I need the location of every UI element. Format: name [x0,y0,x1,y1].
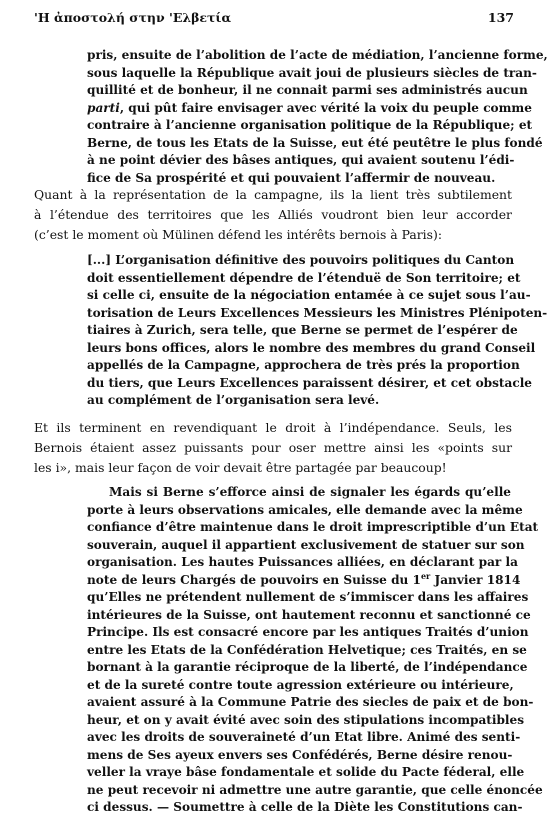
block-quote-3 [87,484,543,817]
quote-line: ci dessus. — Soumettre à celle de la Diète les Constitutions can- [87,800,523,814]
body-line: à l’étendue des territoires que les Alliés voudront bien leur accorder [34,207,512,222]
quote-line: [...] L’organisation définitive des pouvoirs politiques du Canton [87,253,515,267]
body-paragraph-2 [34,418,512,478]
quote-line: appellés de la Campagne, approchera de très prés la proportion [87,358,520,372]
body-paragraph-1 [34,185,512,245]
quote-line: du tiers, que Leurs Excellences paraissent désirer, et cet obstacle [87,375,532,390]
quote-line: fice de Sa prospérité et qui pouvaient l’affermir de nouveau. [87,170,496,185]
quote-line: sous laquelle la République avait joui de plusieurs siècles de tran- [87,65,537,80]
quote-line: leurs bons offices, alors le nombre des membres du grand Conseil [87,340,536,355]
body-line: Et ils terminent en revendiquant le droit à l’indépendance. Seuls, les [34,420,512,435]
quote-line: bornant à la garantie réciproque de la liberté, de l’indépendance [87,660,528,674]
quote-line: qu’Elles ne prétendent nullement de s’immiscer dans les affaires [87,590,529,604]
quote-line-date-text: note de leurs Chargés de pouvoirs en Suisse du 1 [87,572,421,587]
quote-line: contraire à l’ancienne organisation politique de la République; et [87,118,533,132]
quote-line: doit essentiellement dépendre de l’étenduë de Son territoire; et [87,270,521,285]
quote-line: souverain, auquel il appartient exclusivement de statuer sur son [87,537,525,552]
quote-line: pris, ensuite de l’abolition de l’acte de médiation, l’ancienne forme, [87,48,548,62]
quote-line: Berne, de tous les Etats de la Suisse, eut été peutêtre le plus fondé [87,135,543,150]
quote-line: avec les droits de souveraineté d’un Etat libre. Animé des senti- [87,730,521,744]
quote-line: torisation de Leurs Excellences Messieurs les Ministres Plénipoten- [87,305,548,320]
quote-line: avaient assuré à la Commune Patrie des siecles de paix et de bon- [87,695,534,709]
quote-line: tiaires à Zurich, sera telle, que Berne se permet de l’espérer de [87,323,518,337]
quote-line: si celle ci, ensuite de la négociation entamée à ce sujet sous l’au- [87,288,531,302]
emphasis-word: parti [87,100,120,115]
body-line: Quant à la représentation de la campagne, ils la lient très subtilement [34,187,512,202]
quote-line-date [87,570,521,590]
quote-line: au complément de l’organisation sera levé. [87,393,380,407]
block-quote-1 [87,47,548,187]
block-quote-2 [87,252,548,410]
quote-line: à ne point dévier des bâses antiques, qui avaient soutenu l’édi- [87,153,515,167]
ordinal-superscript: er [420,570,431,581]
running-title: 'Η ἀποστολή στην 'Ελβετία [34,10,232,25]
quote-line: confiance d’être maintenue dans le droit imprescriptible d’un Etat [87,520,539,534]
quote-line: entre les Etats de la Confédération Helvetique; ces Traités, en se [87,642,527,657]
quote-line: Principe. Ils est consacré encore par les antiques Traités d’union [87,625,529,639]
quote-line-date-year: Janvier 1814 [430,572,521,587]
quote-line: veller la vraye bâse fondamentale et solide du Pacte féderal, elle [87,765,525,779]
quote-line: mens de Ses ayeux envers ses Confédérés, Berne désire renou- [87,747,513,762]
quote-line: parti, qui pût faire envisager avec vérité la voix du peuple comme [87,100,532,115]
quote-line: Mais si Berne s’efforce ainsi de signaler les égards qu’elle [109,485,511,499]
quote-line: quillité et de bonheur, il ne connait parmi ses administrés aucun [87,83,528,97]
quote-line: intérieures de la Suisse, ont hautement reconnu et sanctionné ce [87,607,531,622]
quote-line: porte à leurs observations amicales, elle demande avec la même [87,502,523,517]
body-line: (c’est le moment où Mülinen défend les intérêts bernois à Paris): [34,227,442,242]
quote-line: et de la sureté contre toute agression extérieure ou intérieure, [87,677,514,692]
body-line: Bernois étaient assez puissants pour oser mettre ainsi les «points sur [34,440,512,455]
quote-line: ne peut recevoir ni admettre une autre garantie, que celle énoncée [87,782,543,797]
running-header [34,10,514,30]
page-number: 137 [487,10,514,25]
body-line: les i», mais leur façon de voir devait être partagée par beaucoup! [34,460,447,475]
quote-line: organisation. Les hautes Puissances alliées, en déclarant par la [87,555,518,569]
quote-line: heur, et on y avait évité avec soin des stipulations incompatibles [87,712,525,727]
